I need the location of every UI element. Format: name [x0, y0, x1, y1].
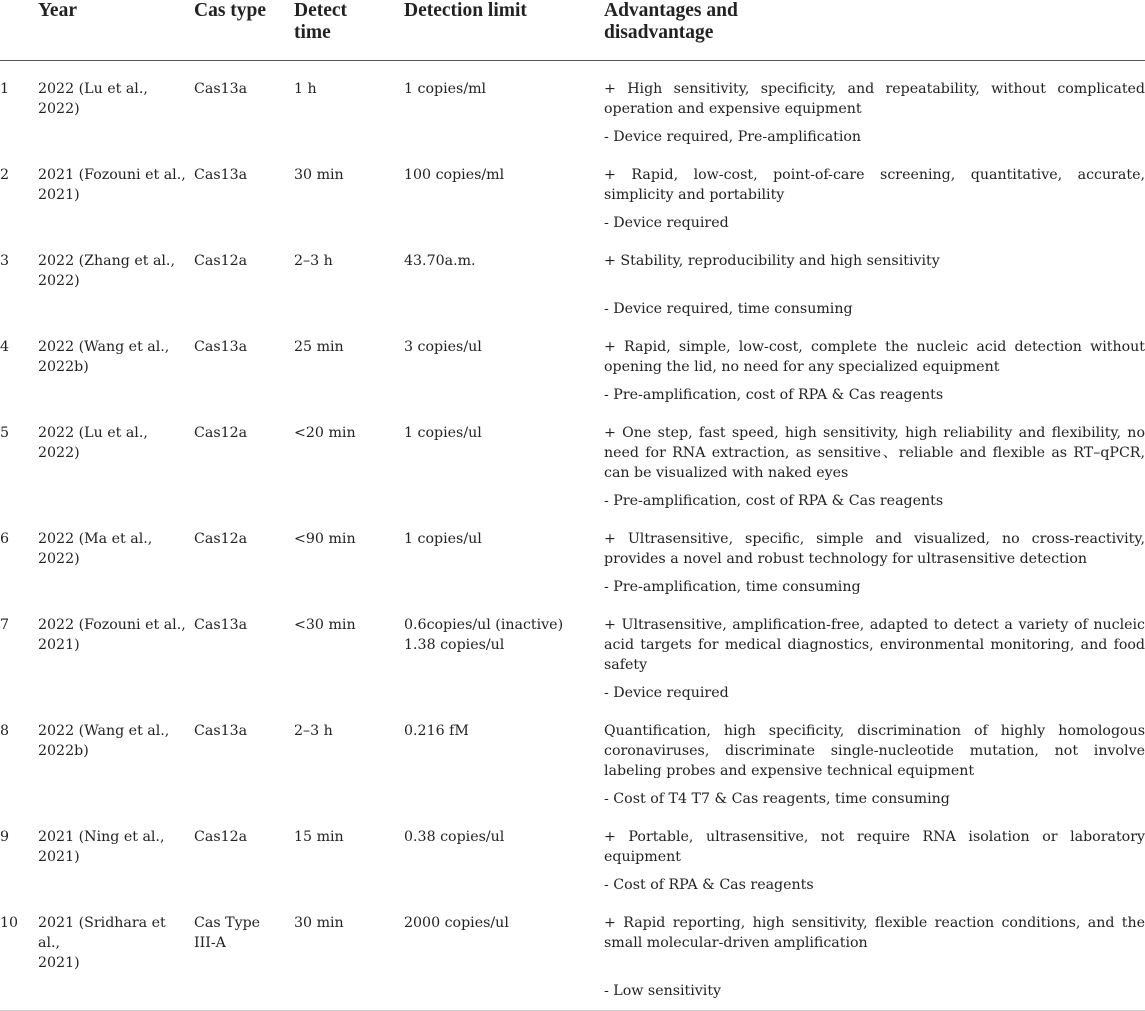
table-subrow	[0, 569, 1145, 597]
detection-limit-cell	[404, 405, 604, 483]
detection-limit-line2: 1.38 copies/ul	[404, 637, 505, 653]
table-subrow	[0, 867, 1145, 895]
table-header	[0, 0, 1145, 61]
header-detect-time-line2: time	[294, 22, 331, 43]
year-line2: 2022b)	[38, 359, 89, 375]
cas-type-line2: III-A	[194, 935, 226, 951]
year-line2: 2022b)	[38, 743, 89, 759]
cas-type-cell	[194, 147, 294, 205]
detect-time-cell: <90 min	[294, 531, 356, 547]
table-body	[0, 61, 1145, 1011]
cas-type-line1: Cas13a	[194, 81, 248, 97]
detection-limit-line1: 2000 copies/ul	[404, 915, 509, 931]
detect-time-cell: 25 min	[294, 339, 344, 355]
detection-limit-cell	[404, 597, 604, 675]
detection-limit-line1: 3 copies/ul	[404, 339, 482, 355]
table-row	[0, 809, 1145, 867]
table-subrow	[0, 291, 1145, 319]
advantages-cell: + Rapid reporting, high sensitivity, flexible reaction conditions, and the small molecular-driven amplification	[604, 915, 1145, 951]
header-advantages	[604, 0, 1145, 61]
disadvantages-cell: - Cost of RPA & Cas reagents	[604, 877, 814, 893]
cas-type-line1: Cas12a	[194, 253, 248, 269]
year-line2: 2022)	[38, 273, 80, 289]
year-line1: 2022 (Lu et al.,	[38, 81, 148, 97]
year-line1: 2021 (Fozouni et al.,	[38, 167, 186, 183]
disadvantages-cell: - Device required	[604, 215, 729, 231]
header-advantages-line2: disadvantage	[604, 22, 714, 43]
year-cell	[38, 61, 194, 120]
cas-type-cell	[194, 405, 294, 483]
detect-time-cell: 1 h	[294, 81, 317, 97]
cas-type-line1: Cas13a	[194, 617, 248, 633]
detect-time-cell: 2–3 h	[294, 253, 333, 269]
table-row	[0, 405, 1145, 483]
year-line2: 2021)	[38, 187, 80, 203]
detection-limit-cell	[404, 895, 604, 973]
detection-limit-cell	[404, 147, 604, 205]
year-line2: 2021)	[38, 637, 80, 653]
row-number: 8	[0, 723, 10, 739]
header-number	[0, 0, 38, 61]
advantages-cell: + One step, fast speed, high sensitivity, high reliability and flexibility, no need for RNA extraction, as sensitive、reliable and flexible as RT–qPCR, can be visualized with naked eyes	[604, 425, 1145, 481]
year-cell	[38, 147, 194, 205]
detection-limit-cell	[404, 511, 604, 569]
year-cell	[38, 703, 194, 781]
row-number: 1	[0, 81, 10, 97]
cas-type-cell	[194, 703, 294, 781]
table-subrow	[0, 675, 1145, 703]
year-line1: 2022 (Wang et al.,	[38, 723, 170, 739]
detection-limit-line1: 0.38 copies/ul	[404, 829, 505, 845]
year-line1: 2022 (Fozouni et al.,	[38, 617, 186, 633]
cas-type-line1: Cas12a	[194, 425, 248, 441]
year-line1: 2022 (Zhang et al.,	[38, 253, 175, 269]
year-line2: 2021)	[38, 955, 80, 971]
disadvantages-cell: - Pre-amplification, time consuming	[604, 579, 861, 595]
table-row	[0, 895, 1145, 973]
year-line2: 2022)	[38, 101, 80, 117]
detection-limit-cell	[404, 233, 604, 291]
disadvantages-cell: - Pre-amplification, cost of RPA & Cas reagents	[604, 387, 944, 403]
header-year: Year	[38, 0, 194, 61]
detection-limit-line1: 100 copies/ml	[404, 167, 505, 183]
advantages-cell: Quantification, high specificity, discrimination of highly homologous coronaviruses, discriminate single-nucleotide mutation, not involve labeling probes and expensive technical equipment	[604, 723, 1145, 779]
detection-limit-line1: 0.6copies/ul (inactive)	[404, 617, 564, 633]
year-line2: 2022)	[38, 551, 80, 567]
table-row	[0, 511, 1145, 569]
row-number: 3	[0, 253, 10, 269]
header-detect-time-line1: Detect	[294, 0, 348, 21]
cas-type-line1: Cas13a	[194, 339, 248, 355]
detection-limit-line1: 1 copies/ml	[404, 81, 487, 97]
advantages-cell: + Ultrasensitive, specific, simple and visualized, no cross-reactivity, provides a novel and robust technology for ultrasensitive detection	[604, 531, 1145, 567]
cas-type-line1: Cas Type	[194, 915, 261, 931]
row-number: 2	[0, 167, 10, 183]
disadvantages-cell: - Low sensitivity	[604, 973, 1145, 1011]
row-number: 9	[0, 829, 10, 845]
cas-type-line1: Cas12a	[194, 829, 248, 845]
table-subrow	[0, 205, 1145, 233]
cas-type-line1: Cas13a	[194, 723, 248, 739]
row-number: 5	[0, 425, 10, 441]
header-cas-type: Cas type	[194, 0, 294, 61]
year-cell	[38, 233, 194, 291]
detection-limit-cell	[404, 319, 604, 377]
advantages-cell: + Stability, reproducibility and high sensitivity	[604, 253, 940, 269]
year-line2: 2021)	[38, 849, 80, 865]
advantages-cell: + Rapid, low-cost, point-of-care screening, quantitative, accurate, simplicity and portability	[604, 167, 1145, 203]
cas-type-line1: Cas13a	[194, 167, 248, 183]
detect-time-cell: 30 min	[294, 915, 344, 931]
row-number: 6	[0, 531, 10, 547]
disadvantages-cell: - Cost of T4 T7 & Cas reagents, time consuming	[604, 791, 950, 807]
cas-type-cell	[194, 895, 294, 973]
year-line1: 2021 (Ning et al.,	[38, 829, 165, 845]
table-row	[0, 597, 1145, 675]
table-row	[0, 147, 1145, 205]
disadvantages-cell: - Pre-amplification, cost of RPA & Cas reagents	[604, 493, 944, 509]
year-line2: 2022)	[38, 445, 80, 461]
detect-time-cell: <30 min	[294, 617, 356, 633]
table-subrow	[0, 781, 1145, 809]
detect-time-cell: 2–3 h	[294, 723, 333, 739]
row-number: 7	[0, 617, 10, 633]
cas-type-cell	[194, 233, 294, 291]
year-cell	[38, 895, 194, 973]
year-cell	[38, 809, 194, 867]
table-subrow	[0, 119, 1145, 147]
year-cell	[38, 405, 194, 483]
detection-limit-line1: 43.70a.m.	[404, 253, 476, 269]
header-detect-time	[294, 0, 404, 61]
detection-limit-line1: 1 copies/ul	[404, 531, 482, 547]
cas-type-cell	[194, 319, 294, 377]
cas-type-cell	[194, 511, 294, 569]
detect-time-cell: 30 min	[294, 167, 344, 183]
year-line1: 2021 (Sridhara et al.,	[38, 915, 166, 951]
advantages-cell: + Ultrasensitive, amplification-free, adapted to detect a variety of nucleic acid targets for medical diagnostics, environmental monitoring, and food safety	[604, 617, 1145, 673]
table-subrow	[0, 973, 1145, 1011]
table-row	[0, 319, 1145, 377]
disadvantages-cell: - Device required, time consuming	[604, 301, 853, 317]
disadvantages-cell: - Device required, Pre-amplification	[604, 129, 862, 145]
detection-limit-cell	[404, 61, 604, 120]
year-cell	[38, 597, 194, 675]
disadvantages-cell: - Device required	[604, 685, 729, 701]
advantages-cell: + High sensitivity, specificity, and repeatability, without complicated operation and expensive equipment	[604, 81, 1145, 117]
detection-limit-cell	[404, 703, 604, 781]
year-line1: 2022 (Lu et al.,	[38, 425, 148, 441]
cas-type-cell	[194, 597, 294, 675]
header-advantages-line1: Advantages and	[604, 0, 738, 21]
cas-type-cell	[194, 809, 294, 867]
advantages-cell: + Rapid, simple, low-cost, complete the nucleic acid detection without opening the lid, no need for any specialized equipment	[604, 339, 1145, 375]
table-row	[0, 233, 1145, 291]
year-cell	[38, 511, 194, 569]
detection-limit-line1: 0.216 fM	[404, 723, 469, 739]
header-detection-limit: Detection limit	[404, 0, 604, 61]
row-number: 10	[0, 915, 19, 931]
detect-time-cell: <20 min	[294, 425, 356, 441]
advantages-cell: + Portable, ultrasensitive, not require RNA isolation or laboratory equipment	[604, 829, 1145, 865]
year-cell	[38, 319, 194, 377]
table-subrow	[0, 377, 1145, 405]
detection-limit-line1: 1 copies/ul	[404, 425, 482, 441]
detection-limit-cell	[404, 809, 604, 867]
year-line1: 2022 (Wang et al.,	[38, 339, 170, 355]
cas-type-cell	[194, 61, 294, 120]
table-row	[0, 61, 1145, 120]
detect-time-cell: 15 min	[294, 829, 344, 845]
year-line1: 2022 (Ma et al.,	[38, 531, 153, 547]
table-subrow	[0, 483, 1145, 511]
cas-type-line1: Cas12a	[194, 531, 248, 547]
row-number: 4	[0, 339, 10, 355]
table-row	[0, 703, 1145, 781]
